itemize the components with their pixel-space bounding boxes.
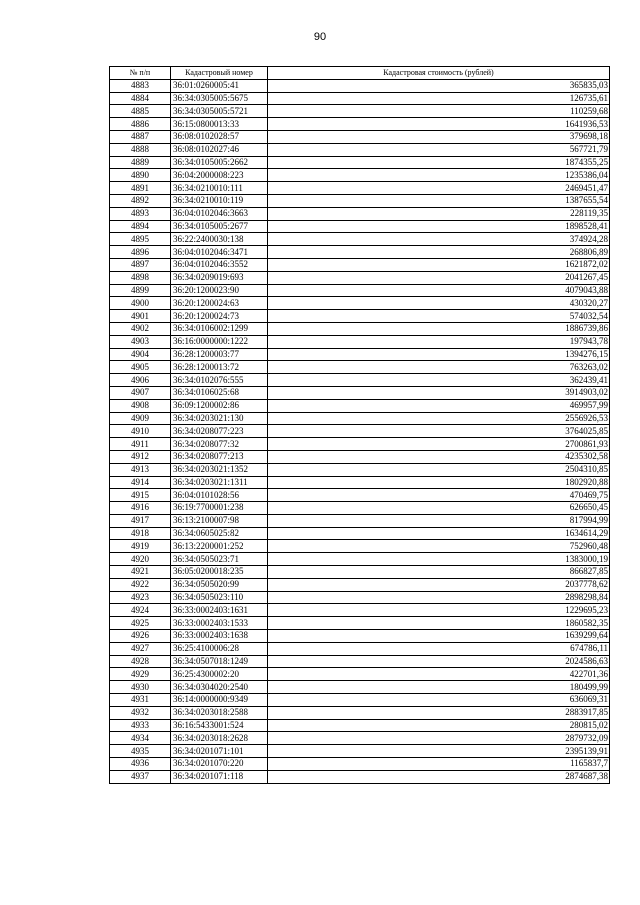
table-row	[110, 630, 610, 643]
row-number-cell: 4897	[110, 258, 171, 271]
cadastral-number-cell: 36:34:0505023:110	[171, 591, 268, 604]
cadastral-number-cell: 36:34:0208077:32	[171, 438, 268, 451]
cadastral-number-cell: 36:34:0304020:2540	[171, 681, 268, 694]
row-number-cell: 4911	[110, 438, 171, 451]
cadastral-value-cell: 2879732,09	[268, 732, 610, 745]
cadastral-value-cell: 4079043,88	[268, 284, 610, 297]
cadastral-value-cell: 268806,89	[268, 246, 610, 259]
cadastral-value-cell: 2874687,38	[268, 770, 610, 783]
cadastral-number-cell: 36:01:0260005:41	[171, 79, 268, 92]
table-row	[110, 745, 610, 758]
cadastral-number-cell: 36:34:0208077:223	[171, 425, 268, 438]
row-number-cell: 4913	[110, 463, 171, 476]
cadastral-number-cell: 36:16:5433001:524	[171, 719, 268, 732]
table-row	[110, 169, 610, 182]
cadastral-number-cell: 36:05:0200018:235	[171, 566, 268, 579]
cadastral-value-cell: 1383000,19	[268, 553, 610, 566]
header-row-number: № п/п	[110, 67, 171, 80]
cadastral-number-cell: 36:13:2200001:252	[171, 540, 268, 553]
row-number-cell: 4936	[110, 758, 171, 771]
cadastral-value-cell: 197943,78	[268, 335, 610, 348]
cadastral-number-cell: 36:34:0210010:111	[171, 182, 268, 195]
cadastral-number-cell: 36:28:1200013:72	[171, 361, 268, 374]
cadastral-number-cell: 36:16:0000000:1222	[171, 335, 268, 348]
cadastral-number-cell: 36:09:1200002:86	[171, 399, 268, 412]
table-row	[110, 386, 610, 399]
table-row	[110, 668, 610, 681]
table-row	[110, 335, 610, 348]
row-number-cell: 4896	[110, 246, 171, 259]
row-number-cell: 4906	[110, 374, 171, 387]
table-row	[110, 207, 610, 220]
table-row	[110, 578, 610, 591]
table-row	[110, 79, 610, 92]
row-number-cell: 4932	[110, 706, 171, 719]
row-number-cell: 4930	[110, 681, 171, 694]
table-row	[110, 374, 610, 387]
cadastral-number-cell: 36:20:1200023:90	[171, 284, 268, 297]
cadastral-value-cell: 817994,99	[268, 514, 610, 527]
table-row	[110, 502, 610, 515]
cadastral-number-cell: 36:34:0203021:130	[171, 412, 268, 425]
table-row	[110, 322, 610, 335]
cadastral-number-cell: 36:34:0305005:5721	[171, 105, 268, 118]
cadastral-value-cell: 1802920,88	[268, 476, 610, 489]
cadastral-number-cell: 36:04:0102046:3471	[171, 246, 268, 259]
row-number-cell: 4883	[110, 79, 171, 92]
table-row	[110, 182, 610, 195]
cadastral-number-cell: 36:34:0203018:2628	[171, 732, 268, 745]
row-number-cell: 4902	[110, 322, 171, 335]
row-number-cell: 4905	[110, 361, 171, 374]
row-number-cell: 4901	[110, 310, 171, 323]
cadastral-value-cell: 1229695,23	[268, 604, 610, 617]
cadastral-number-cell: 36:33:0002403:1631	[171, 604, 268, 617]
cadastral-value-cell: 362439,41	[268, 374, 610, 387]
row-number-cell: 4898	[110, 271, 171, 284]
cadastral-value-cell: 422701,36	[268, 668, 610, 681]
table-row	[110, 450, 610, 463]
cadastral-number-cell: 36:34:0203021:1311	[171, 476, 268, 489]
table-row	[110, 258, 610, 271]
cadastral-number-cell: 36:34:0106025:68	[171, 386, 268, 399]
header-cadastral-value: Кадастровая стоимость (рублей)	[268, 67, 610, 80]
cadastral-value-cell: 430320,27	[268, 297, 610, 310]
row-number-cell: 4917	[110, 514, 171, 527]
cadastral-value-cell: 1639299,64	[268, 630, 610, 643]
table-row	[110, 310, 610, 323]
cadastral-value-cell: 763263,02	[268, 361, 610, 374]
row-number-cell: 4921	[110, 566, 171, 579]
row-number-cell: 4903	[110, 335, 171, 348]
table-row	[110, 553, 610, 566]
table-row	[110, 297, 610, 310]
row-number-cell: 4888	[110, 143, 171, 156]
row-number-cell: 4929	[110, 668, 171, 681]
table-row	[110, 156, 610, 169]
table-row	[110, 412, 610, 425]
cadastral-value-cell: 2700861,93	[268, 438, 610, 451]
cadastral-value-cell: 1165837,7	[268, 758, 610, 771]
cadastral-number-cell: 36:34:0605025:82	[171, 527, 268, 540]
table-row	[110, 719, 610, 732]
table-row	[110, 591, 610, 604]
cadastral-value-cell: 674786,11	[268, 642, 610, 655]
cadastral-number-cell: 36:34:0305005:5675	[171, 92, 268, 105]
cadastral-value-cell: 1898528,41	[268, 220, 610, 233]
cadastral-value-cell: 1394276,15	[268, 348, 610, 361]
cadastral-value-cell: 379698,18	[268, 130, 610, 143]
cadastral-number-cell: 36:08:0102028:57	[171, 130, 268, 143]
cadastral-number-cell: 36:34:0201070:220	[171, 758, 268, 771]
cadastral-value-cell: 2037778,62	[268, 578, 610, 591]
cadastral-value-cell: 1641936,53	[268, 118, 610, 131]
row-number-cell: 4912	[110, 450, 171, 463]
row-number-cell: 4926	[110, 630, 171, 643]
table-row	[110, 194, 610, 207]
row-number-cell: 4935	[110, 745, 171, 758]
row-number-cell: 4899	[110, 284, 171, 297]
cadastral-value-cell: 1387655,54	[268, 194, 610, 207]
table-body	[110, 79, 610, 783]
row-number-cell: 4928	[110, 655, 171, 668]
table-row	[110, 604, 610, 617]
table-row	[110, 655, 610, 668]
table-row	[110, 770, 610, 783]
table-row	[110, 476, 610, 489]
row-number-cell: 4884	[110, 92, 171, 105]
row-number-cell: 4887	[110, 130, 171, 143]
table-row	[110, 681, 610, 694]
row-number-cell: 4923	[110, 591, 171, 604]
table-row	[110, 706, 610, 719]
table-row	[110, 105, 610, 118]
row-number-cell: 4895	[110, 233, 171, 246]
row-number-cell: 4916	[110, 502, 171, 515]
table-row	[110, 143, 610, 156]
cadastral-value-cell: 110259,68	[268, 105, 610, 118]
cadastral-number-cell: 36:04:0101028:56	[171, 489, 268, 502]
cadastral-number-cell: 36:34:0505023:71	[171, 553, 268, 566]
row-number-cell: 4920	[110, 553, 171, 566]
cadastral-number-cell: 36:20:1200024:63	[171, 297, 268, 310]
table-row	[110, 118, 610, 131]
cadastral-value-cell: 1886739,86	[268, 322, 610, 335]
row-number-cell: 4914	[110, 476, 171, 489]
row-number-cell: 4885	[110, 105, 171, 118]
cadastral-value-cell: 567721,79	[268, 143, 610, 156]
table-row	[110, 527, 610, 540]
cadastral-number-cell: 36:34:0507018:1249	[171, 655, 268, 668]
row-number-cell: 4904	[110, 348, 171, 361]
cadastral-value-cell: 2024586,63	[268, 655, 610, 668]
table-row	[110, 425, 610, 438]
cadastral-value-cell: 2898298,84	[268, 591, 610, 604]
cadastral-number-cell: 36:34:0208077:213	[171, 450, 268, 463]
table-row	[110, 284, 610, 297]
cadastral-value-cell: 2041267,45	[268, 271, 610, 284]
row-number-cell: 4892	[110, 194, 171, 207]
cadastral-value-cell: 280815,02	[268, 719, 610, 732]
cadastral-value-cell: 2883917,85	[268, 706, 610, 719]
row-number-cell: 4925	[110, 617, 171, 630]
cadastral-number-cell: 36:33:0002403:1533	[171, 617, 268, 630]
cadastral-number-cell: 36:04:2000008:223	[171, 169, 268, 182]
cadastral-number-cell: 36:20:1200024:73	[171, 310, 268, 323]
row-number-cell: 4894	[110, 220, 171, 233]
cadastral-number-cell: 36:04:0102046:3552	[171, 258, 268, 271]
table-row	[110, 246, 610, 259]
table-row	[110, 399, 610, 412]
table-row	[110, 758, 610, 771]
row-number-cell: 4927	[110, 642, 171, 655]
table-row	[110, 732, 610, 745]
cadastral-number-cell: 36:22:2400030:138	[171, 233, 268, 246]
cadastral-value-cell: 2395139,91	[268, 745, 610, 758]
table-row	[110, 220, 610, 233]
cadastral-number-cell: 36:34:0209019:693	[171, 271, 268, 284]
row-number-cell: 4891	[110, 182, 171, 195]
cadastral-value-cell: 2556926,53	[268, 412, 610, 425]
cadastral-number-cell: 36:34:0203018:2588	[171, 706, 268, 719]
cadastral-value-cell: 1860582,35	[268, 617, 610, 630]
cadastral-number-cell: 36:34:0106002:1299	[171, 322, 268, 335]
cadastral-number-cell: 36:34:0505020:99	[171, 578, 268, 591]
table-row	[110, 463, 610, 476]
table-row	[110, 361, 610, 374]
cadastral-number-cell: 36:34:0210010:119	[171, 194, 268, 207]
cadastral-value-cell: 636069,31	[268, 694, 610, 707]
row-number-cell: 4909	[110, 412, 171, 425]
cadastral-value-cell: 1634614,29	[268, 527, 610, 540]
row-number-cell: 4915	[110, 489, 171, 502]
row-number-cell: 4900	[110, 297, 171, 310]
cadastral-value-cell: 752960,48	[268, 540, 610, 553]
row-number-cell: 4922	[110, 578, 171, 591]
table-row	[110, 92, 610, 105]
row-number-cell: 4908	[110, 399, 171, 412]
cadastral-value-cell: 2469451,47	[268, 182, 610, 195]
row-number-cell: 4907	[110, 386, 171, 399]
cadastral-value-cell: 1621872,02	[268, 258, 610, 271]
cadastral-number-cell: 36:14:0000000:9349	[171, 694, 268, 707]
row-number-cell: 4889	[110, 156, 171, 169]
row-number-cell: 4919	[110, 540, 171, 553]
row-number-cell: 4933	[110, 719, 171, 732]
cadastral-value-cell: 180499,99	[268, 681, 610, 694]
cadastral-number-cell: 36:25:4100006:28	[171, 642, 268, 655]
cadastral-value-cell: 4235302,58	[268, 450, 610, 463]
row-number-cell: 4918	[110, 527, 171, 540]
table-row	[110, 271, 610, 284]
header-cadastral-number: Кадастровый номер	[171, 67, 268, 80]
cadastral-value-cell: 126735,61	[268, 92, 610, 105]
table-row	[110, 348, 610, 361]
cadastral-value-cell: 3764025,85	[268, 425, 610, 438]
row-number-cell: 4931	[110, 694, 171, 707]
cadastral-number-cell: 36:19:7700001:238	[171, 502, 268, 515]
cadastral-value-cell: 1235386,04	[268, 169, 610, 182]
cadastral-value-cell: 866827,85	[268, 566, 610, 579]
cadastral-value-cell: 2504310,85	[268, 463, 610, 476]
cadastral-value-cell: 374924,28	[268, 233, 610, 246]
cadastral-number-cell: 36:28:1200003:77	[171, 348, 268, 361]
row-number-cell: 4893	[110, 207, 171, 220]
table-row	[110, 642, 610, 655]
cadastral-value-cell: 574032,54	[268, 310, 610, 323]
cadastral-number-cell: 36:08:0102027:46	[171, 143, 268, 156]
cadastral-number-cell: 36:33:0002403:1638	[171, 630, 268, 643]
cadastral-value-cell: 1874355,25	[268, 156, 610, 169]
table-row	[110, 540, 610, 553]
cadastral-number-cell: 36:34:0105005:2677	[171, 220, 268, 233]
cadastral-number-cell: 36:15:0800013:33	[171, 118, 268, 131]
table-row	[110, 694, 610, 707]
table-header-row	[110, 67, 610, 80]
table-row	[110, 617, 610, 630]
table-row	[110, 233, 610, 246]
table-row	[110, 489, 610, 502]
row-number-cell: 4934	[110, 732, 171, 745]
cadastral-value-cell: 626650,45	[268, 502, 610, 515]
cadastral-number-cell: 36:13:2100007:98	[171, 514, 268, 527]
cadastral-number-cell: 36:04:0102046:3663	[171, 207, 268, 220]
table-row	[110, 514, 610, 527]
cadastral-value-cell: 470469,75	[268, 489, 610, 502]
row-number-cell: 4924	[110, 604, 171, 617]
cadastral-number-cell: 36:34:0201071:101	[171, 745, 268, 758]
table-row	[110, 438, 610, 451]
table-row	[110, 130, 610, 143]
row-number-cell: 4910	[110, 425, 171, 438]
cadastral-value-cell: 3914903,02	[268, 386, 610, 399]
row-number-cell: 4890	[110, 169, 171, 182]
cadastral-value-cell: 228119,35	[268, 207, 610, 220]
cadastral-value-cell: 365835,03	[268, 79, 610, 92]
page-number: 90	[313, 31, 327, 43]
cadastral-number-cell: 36:34:0203021:1352	[171, 463, 268, 476]
cadastral-number-cell: 36:25:4300002:20	[171, 668, 268, 681]
cadastral-value-table	[109, 66, 610, 784]
row-number-cell: 4886	[110, 118, 171, 131]
cadastral-value-cell: 469957,99	[268, 399, 610, 412]
cadastral-number-cell: 36:34:0105005:2662	[171, 156, 268, 169]
table-row	[110, 566, 610, 579]
row-number-cell: 4937	[110, 770, 171, 783]
cadastral-number-cell: 36:34:0201071:118	[171, 770, 268, 783]
cadastral-number-cell: 36:34:0102076:555	[171, 374, 268, 387]
